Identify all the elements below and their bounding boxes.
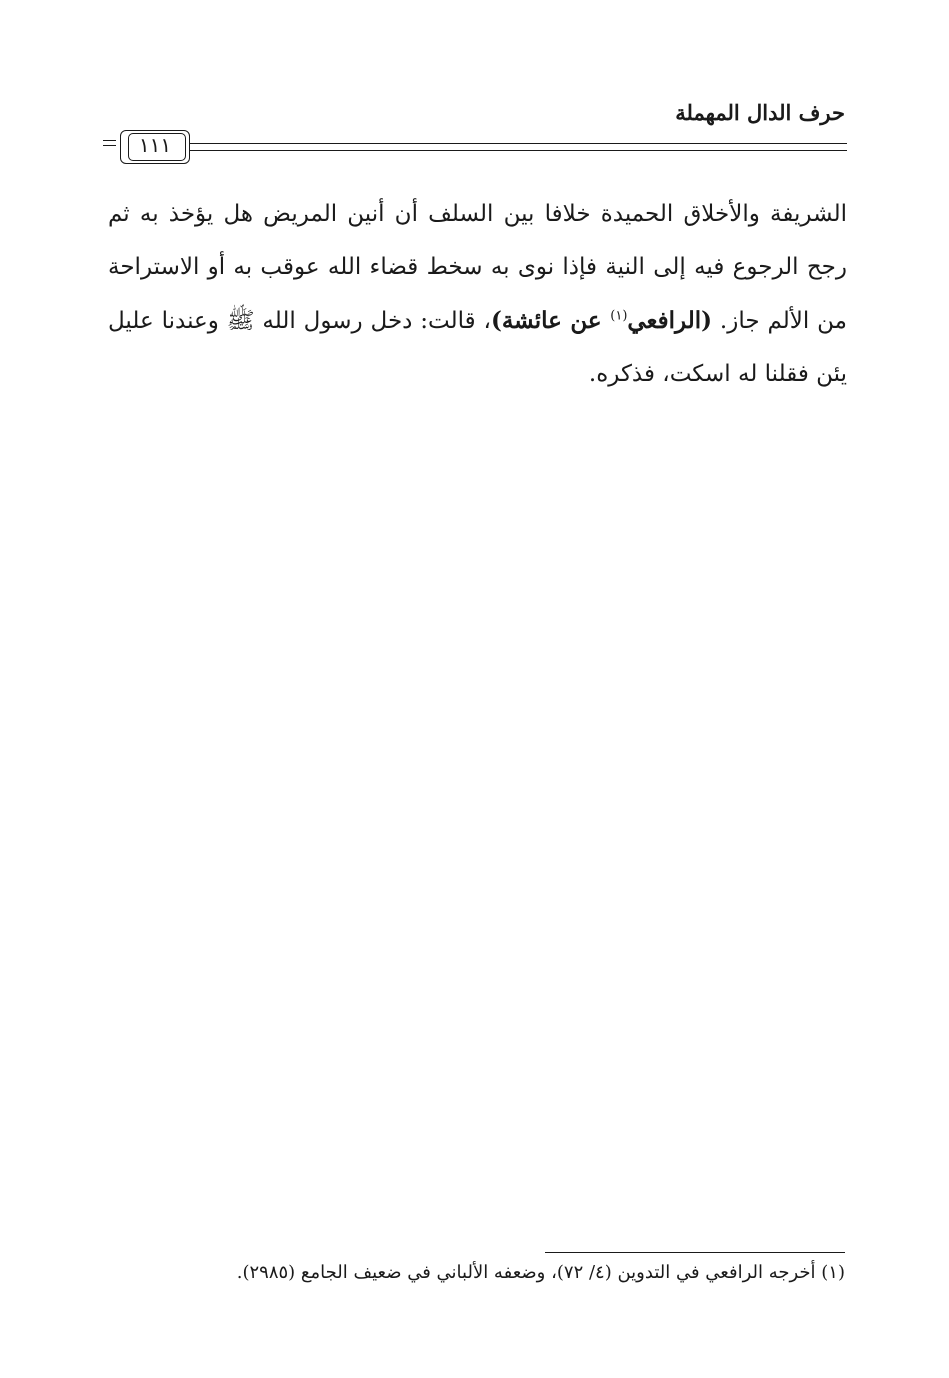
- chapter-title: حرف الدال المهملة: [675, 100, 845, 125]
- page-number-frame: [120, 130, 190, 164]
- body-line-3-text-a: من الألم جاز.: [712, 308, 847, 334]
- footnote-separator: [545, 1252, 845, 1253]
- body-line-4: يئن فقلنا له اسكت، فذكره.: [588, 361, 847, 387]
- source-narrator: عن عائشة): [490, 307, 611, 334]
- footnote-marker: (١): [610, 308, 628, 324]
- footnote-text: (١) أخرجه الرافعي في التدوين (٤/ ٧٢)، وضعفه الألباني في ضعيف الجامع (٢٩٨٥).: [236, 1262, 845, 1283]
- body-text: [108, 188, 847, 401]
- page-number: ١١١: [138, 133, 172, 157]
- header-double-dash: [103, 140, 116, 149]
- body-line-2: رجح الرجوع فيه إلى النية فإذا نوى به سخط قضاء الله عوقب به أو الاستراحة: [108, 254, 847, 280]
- source-name: (الرافعي: [627, 307, 713, 334]
- body-line-1: الشريفة والأخلاق الحميدة خلافا بين السلف أن أنين المريض هل يؤخذ به ثم: [108, 201, 847, 227]
- header-rule-thick: [190, 143, 847, 144]
- body-line-3: [108, 294, 847, 348]
- body-line-3-text-b: ، قالت: دخل رسول الله ﷺ وعندنا عليل: [108, 308, 491, 334]
- header-rule-thin: [190, 150, 847, 151]
